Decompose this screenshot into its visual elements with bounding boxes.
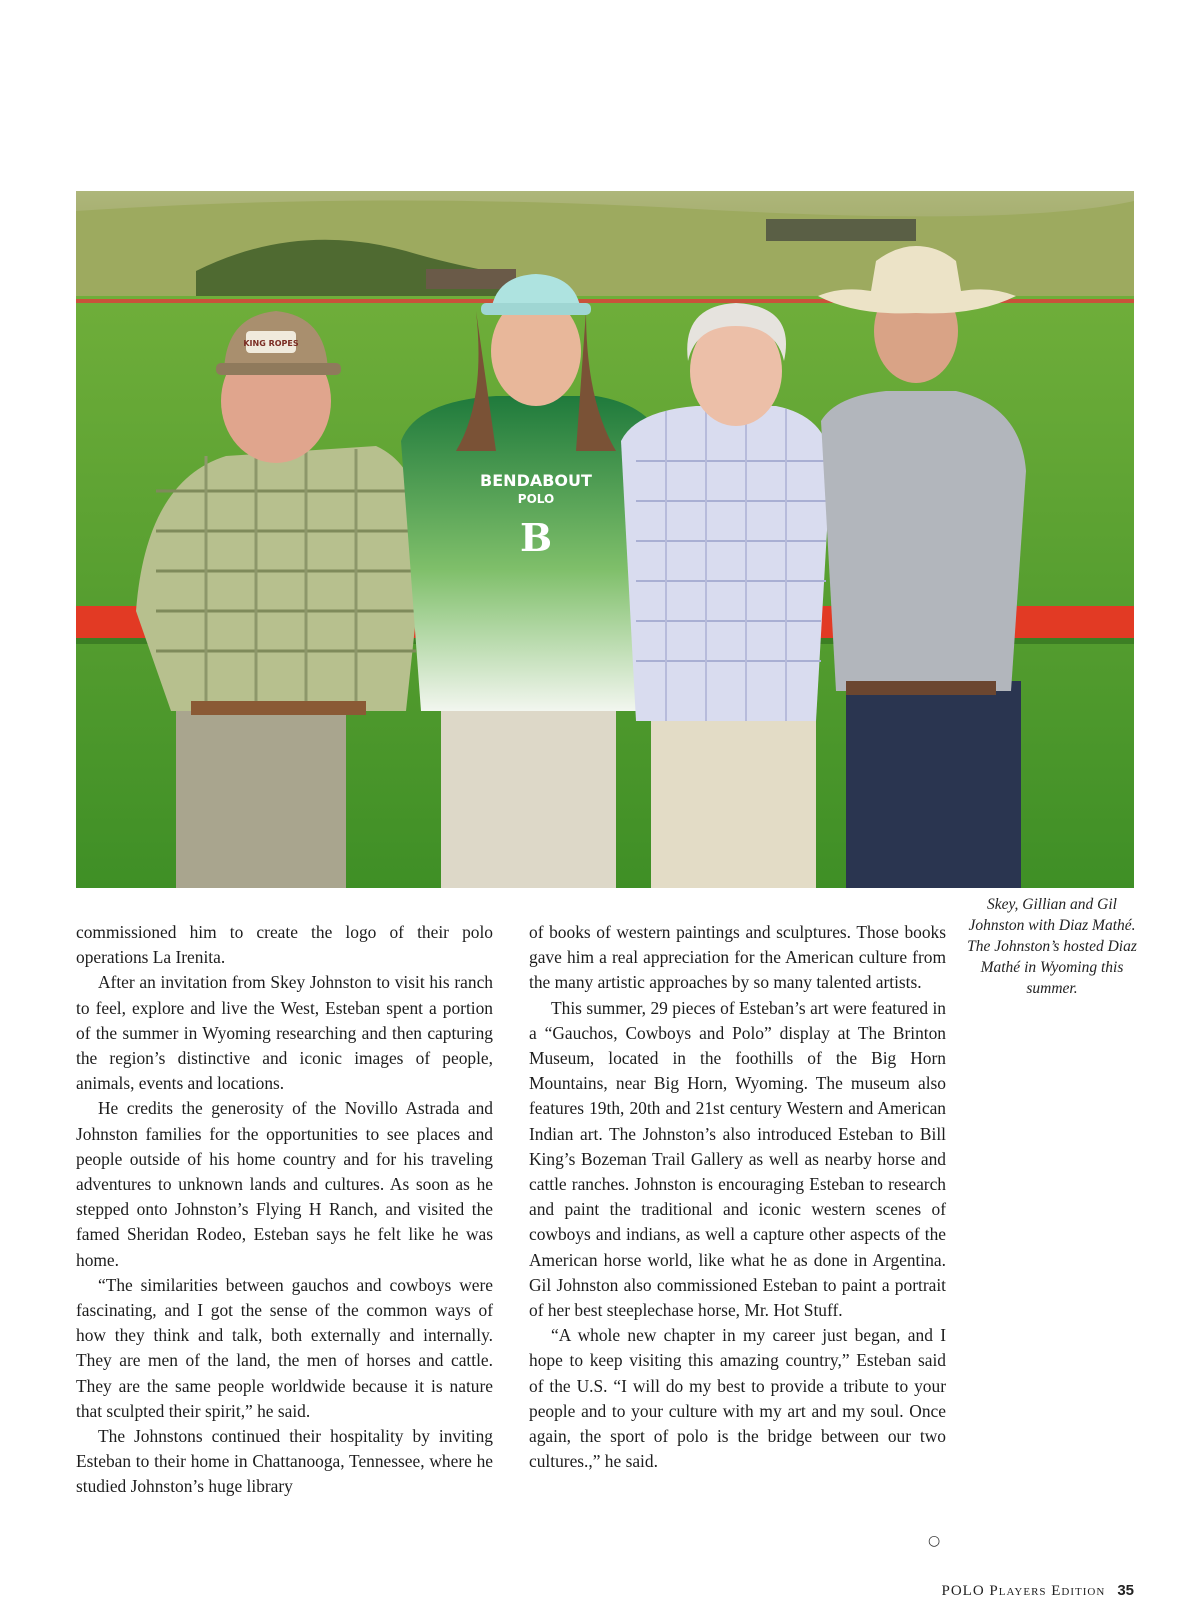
paragraph: commissioned him to create the logo of their polo operations La Irenita. <box>76 922 493 968</box>
page-number: 35 <box>1117 1582 1134 1599</box>
article-column-2 <box>529 920 946 1474</box>
jersey-text-top: BENDABOUT <box>480 471 592 490</box>
publication-name: POLO Players Edition <box>941 1583 1106 1599</box>
article-photo <box>76 191 1134 888</box>
article-column-1 <box>76 920 493 1500</box>
page-footer <box>941 1582 1134 1600</box>
cap-text: KING ROPES <box>243 339 299 348</box>
paragraph: “The similarities between gauchos and cowboys were fascinating, and I got the sense of the common ways of how they think and talk, both externally and internally. They are men of the land, the men of horses and cattle. They are the same people worldwide because it is nature that sculpted their spirit,” he said. <box>76 1274 493 1421</box>
end-mark: ○ <box>928 1533 941 1549</box>
paragraph: He credits the generosity of the Novillo Astrada and Johnston families for the opportunities to see places and people outside of his home country and for his traveling adventures to unknown lands and cultures. As soon as he stepped onto Johnston’s Flying H Ranch, and visited the famed Sheridan Rodeo, Esteban says he felt like he was home. <box>76 1098 493 1270</box>
jersey-text-bottom: POLO <box>517 492 555 506</box>
paragraph: After an invitation from Skey Johnston to visit his ranch to feel, explore and live the West, Esteban spent a portion of the summer in Wyoming researching and then capturing the region’s distinctive and iconic images of people, animals, events and locations. <box>76 972 493 1094</box>
paragraph: of books of western paintings and sculptures. Those books gave him a real appreciation for the American culture from the many artistic approaches by so many talented artists. <box>529 922 946 993</box>
paragraph: This summer, 29 pieces of Esteban’s art were featured in a “Gauchos, Cowboys and Polo” display at The Brinton Museum, located in the foothills of the Big Horn Mountains, near Big Horn, Wyoming. The museum also features 19th, 20th and 21st century Western and American Indian art. The Johnston’s also introduced Esteban to Bill King’s Bozeman Trail Gallery as well as nearby horse and cattle ranches. Johnston is encouraging Esteban to research and paint the traditional and iconic western scenes of cowboys and indians, as well a capture other aspects of the American horse world, like what he as done in Argentina. Gil Johnston also commissioned Esteban to paint a portrait of her best steeplechase horse, Mr. Hot Stuff. <box>529 997 946 1321</box>
paragraph: “A whole new chapter in my career just began, and I hope to keep visiting this amazing country,” Esteban said of the U.S. “I will do my best to provide a tribute to your people and to your culture with my art and my soul. Once again, the sport of polo is the bridge between our two cultures.,” he said. <box>529 1325 946 1472</box>
photo-caption: Skey, Gillian and Gil Johnston with Diaz Mathé. The Johnston’s hosted Diaz Mathé in Wyoming this summer. <box>967 896 1137 997</box>
paragraph: The Johnstons continued their hospitality by inviting Esteban to their home in Chattanooga, Tennessee, where he studied Johnston’s huge library <box>76 1426 493 1497</box>
jersey-letter: B <box>519 515 553 560</box>
